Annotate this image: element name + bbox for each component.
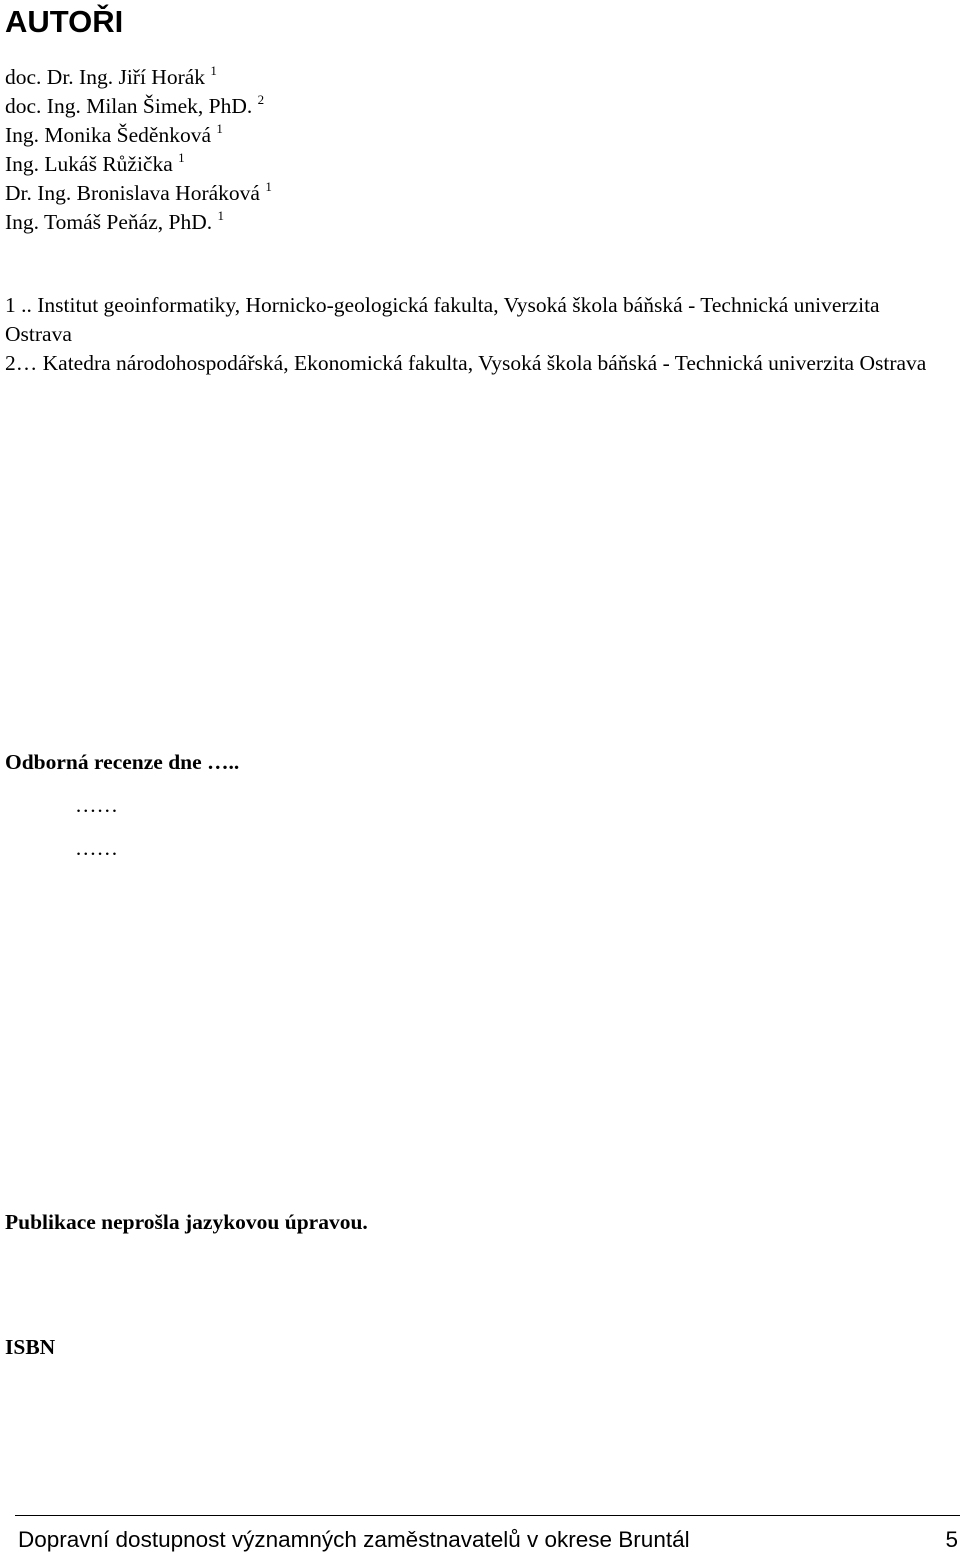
affiliation-mark: 1 — [210, 63, 217, 78]
review-placeholder: …… — [75, 836, 118, 860]
author-line — [5, 150, 272, 179]
page-heading: AUTOŘI — [5, 4, 124, 39]
author-line — [5, 121, 272, 150]
review-label: Odborná recenze dne ….. — [5, 750, 240, 774]
author-line — [5, 179, 272, 208]
author-list — [5, 63, 272, 237]
page-number: 5 — [945, 1527, 958, 1552]
footer-divider — [15, 1515, 960, 1516]
affiliation-mark: 2 — [257, 92, 265, 107]
author-name: Ing. Monika Šeděnková — [5, 123, 212, 147]
affiliation-list — [5, 291, 950, 378]
author-name: Ing. Lukáš Růžička — [5, 152, 173, 176]
author-line — [5, 92, 272, 121]
affiliation-1: 1 .. Institut geoinformatiky, Hornicko-geologická fakulta, Vysoká škola báňská - Technická univerzita Ostrava — [5, 293, 880, 346]
author-line — [5, 63, 272, 92]
affiliation-2: 2… Katedra národohospodářská, Ekonomická fakulta, Vysoká škola báňská - Technická univerzita Ostrava — [5, 351, 927, 375]
author-line — [5, 208, 272, 237]
affiliation-mark: 1 — [178, 150, 185, 165]
author-name: Ing. Tomáš Peňáz, PhD. — [5, 210, 213, 234]
language-note: Publikace neprošla jazykovou úpravou. — [5, 1210, 368, 1234]
affiliation-mark: 1 — [217, 208, 224, 223]
affiliation-mark: 1 — [216, 121, 223, 136]
isbn-label: ISBN — [5, 1335, 56, 1359]
author-name: Dr. Ing. Bronislava Horáková — [5, 181, 260, 205]
affiliation-mark: 1 — [265, 179, 272, 194]
review-placeholder: …… — [75, 793, 118, 817]
author-name: doc. Dr. Ing. Jiří Horák — [5, 65, 206, 89]
footer-title: Dopravní dostupnost významných zaměstnavatelů v okrese Bruntál — [18, 1527, 690, 1552]
author-name: doc. Ing. Milan Šimek, PhD. — [5, 94, 253, 118]
